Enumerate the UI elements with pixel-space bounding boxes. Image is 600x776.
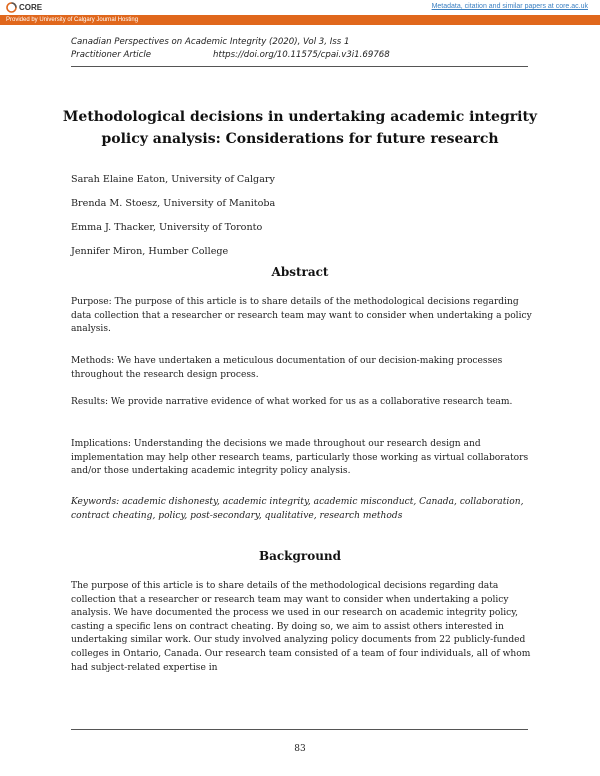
author: Jennifer Miron, Humber College	[71, 246, 229, 257]
abstract-keywords: Keywords: academic dishonesty, academic integrity, academic misconduct, Canada, collaboration, contract cheating, policy, post-secondary, qualitative, research methods	[71, 497, 524, 521]
abstract-methods: Methods: We have undertaken a meticulous documentation of our decision-making processes throughout the research design process.	[71, 356, 503, 380]
abstract-purpose: Purpose: The purpose of this article is to share details of the methodological decisions regarding data collection that a researcher or research team may want to consider when undertaking a policy analysis.	[71, 297, 532, 335]
abstract-implications: Implications: Understanding the decisions we made throughout our research design and implementation may help other research teams, particularly those working as virtual collaborators and/or those undertaking academic integrity policy analysis.	[71, 439, 529, 477]
journal-header	[71, 36, 390, 62]
doi-link[interactable]: https://doi.org/10.11575/cpai.v3i1.69768	[213, 50, 390, 60]
author: Sarah Elaine Eaton, University of Calgary	[71, 174, 275, 185]
footer-rule	[71, 729, 528, 730]
core-logo[interactable]	[6, 2, 42, 13]
article-type: Practitioner Article	[71, 50, 152, 60]
author: Brenda M. Stoesz, University of Manitoba	[71, 198, 276, 209]
author-list	[71, 168, 275, 264]
core-logo-text: CORE	[19, 3, 43, 12]
core-logo-icon	[6, 2, 17, 13]
page-number: 83	[294, 744, 306, 754]
journal-citation: Canadian Perspectives on Academic Integrity (2020), Vol 3, Iss 1	[71, 37, 350, 47]
core-banner	[0, 0, 600, 15]
background-heading: Background	[258, 549, 342, 563]
article-title: Methodological decisions in undertaking academic integrity policy analysis: Considerations for future research	[62, 109, 538, 147]
header-rule	[71, 66, 528, 67]
author: Emma J. Thacker, University of Toronto	[71, 222, 263, 233]
abstract-results: Results: We provide narrative evidence of what worked for us as a collaborative research team.	[71, 397, 513, 407]
core-metadata-link[interactable]: Metadata, citation and similar papers at core.ac.uk	[431, 3, 588, 10]
background-paragraph: The purpose of this article is to share details of the methodological decisions regarding data collection that a researcher or research team may want to consider when undertaking a policy analysis. We have documented the process we used in our research on academic integrity policy, casting a specific lens on contract cheating. By doing so, we aim to assist others interested in undertaking similar work. Our study involved analyzing policy documents from 22 publicly-funded colleges in Ontario, Canada. Our research team consisted of a team of four individuals, all of whom had subject-related expertise in	[71, 581, 531, 673]
abstract-heading: Abstract	[271, 265, 329, 279]
hosting-banner[interactable]: Provided by University of Calgary Journal Hosting	[0, 15, 600, 25]
